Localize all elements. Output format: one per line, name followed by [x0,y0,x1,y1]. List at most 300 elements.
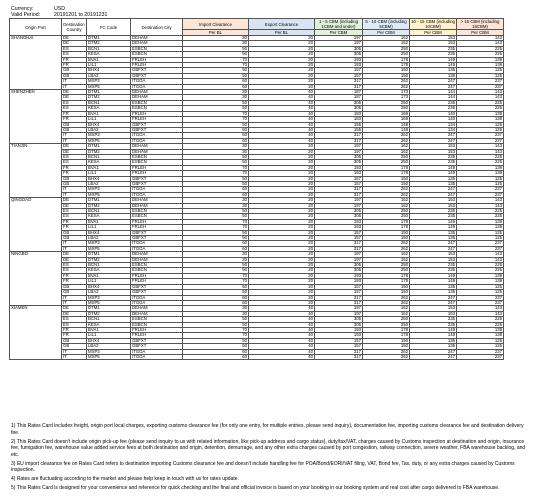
destination-city-cell: ITGOA [131,241,183,246]
fc-code-cell: LBA2 [87,344,131,349]
fc-code-cell: LIL1 [87,279,131,284]
fc-code-cell: MXP3 [87,133,131,138]
fc-code-cell: LBA2 [87,236,131,241]
tier-10-15-cbm-cell: 235 [410,268,457,273]
tier-10-15-cbm-cell: 140 [410,111,457,116]
tier-over-15-cbm-cell: 139 [457,225,504,230]
tier-5-10-cbm-cell: 262 [363,187,410,192]
import-clearance-cell: 60 [183,246,249,251]
tier-5-10-cbm-cell: 173 [363,95,410,100]
tier-1-5-cbm-cell: 197 [315,144,363,149]
destination-country-cell: GB [62,344,87,349]
tier-5-10-cbm-cell: 178 [363,63,410,68]
tier-over-15-cbm-cell: 139 [457,219,504,224]
header-fc-code: FC Code [87,19,131,36]
import-clearance-cell: 50 [183,236,249,241]
import-clearance-cell: 50 [183,322,249,327]
tier-10-15-cbm-cell: 135 [410,338,457,343]
tier-5-10-cbm-cell: 262 [363,192,410,197]
import-clearance-cell: 30 [183,306,249,311]
fc-code-cell: BCN1 [87,100,131,105]
tier-5-10-cbm-cell: 162 [363,311,410,316]
tier-over-15-cbm-cell: 237 [457,192,504,197]
export-clearance-cell: 40 [249,338,315,343]
fc-code-cell: KESA [87,268,131,273]
destination-country-cell: DE [62,90,87,95]
destination-city-cell: ITGOA [131,79,183,84]
tier-over-15-cbm-cell: 225 [457,154,504,159]
destination-city-cell: ITGOA [131,138,183,143]
tier-5-10-cbm-cell: 162 [363,36,410,41]
destination-city-cell: FRLEH [131,225,183,230]
currency-label: Currency: [11,6,34,12]
import-clearance-cell: 30 [183,311,249,316]
tier-5-10-cbm-cell: 150 [363,344,410,349]
export-clearance-cell: 20 [249,181,315,186]
destination-country-cell: DE [62,41,87,46]
tier-1-5-cbm-cell: 187 [315,90,363,95]
destination-country-cell: ES [62,46,87,51]
fc-code-cell: LBA2 [87,73,131,78]
tier-10-15-cbm-cell: 149 [410,165,457,170]
tier-1-5-cbm-cell: 197 [315,252,363,257]
import-clearance-cell: 50 [183,176,249,181]
tier-5-10-cbm-cell: 162 [363,144,410,149]
destination-country-cell: FR [62,171,87,176]
tier-over-15-cbm-cell: 139 [457,165,504,170]
tier-1-5-cbm-cell: 187 [315,95,363,100]
tier-over-15-cbm-cell: 125 [457,68,504,73]
destination-city-cell: ITGOA [131,354,183,359]
tier-1-5-cbm-cell: 193 [315,165,363,170]
import-clearance-cell: 70 [183,279,249,284]
tier-over-15-cbm-cell: 143 [457,149,504,154]
destination-country-cell: GB [62,181,87,186]
export-clearance-cell: 20 [249,252,315,257]
tier-1-5-cbm-cell: 157 [315,290,363,295]
destination-city-cell: FRLEH [131,279,183,284]
unit-per-bl: Per BL [249,30,315,36]
destination-city-cell: FRLEH [131,63,183,68]
import-clearance-cell: 60 [183,241,249,246]
tier-over-15-cbm-cell: 237 [457,246,504,251]
unit-per-cbm: Per CBM [410,30,457,36]
origin-port-cell: SHENZHEN [10,90,62,144]
destination-country-cell: GB [62,290,87,295]
destination-country-cell: GB [62,338,87,343]
tier-1-5-cbm-cell: 197 [315,257,363,262]
export-clearance-cell: 20 [249,36,315,41]
destination-city-cell: GBFXT [131,122,183,127]
tier-over-15-cbm-cell: 143 [457,252,504,257]
tier-1-5-cbm-cell: 305 [315,317,363,322]
tier-5-10-cbm-cell: 262 [363,241,410,246]
tier-5-10-cbm-cell: 150 [363,181,410,186]
tier-over-15-cbm-cell: 237 [457,295,504,300]
import-clearance-cell: 70 [183,225,249,230]
currency-value: USD [54,6,65,12]
destination-country-cell: FR [62,63,87,68]
tier-5-10-cbm-cell: 250 [363,268,410,273]
tier-10-15-cbm-cell: 235 [410,209,457,214]
tier-over-15-cbm-cell: 225 [457,263,504,268]
note-5: 5) This Rates Card is designed for your convenience and reference for quick checking and the final and official invoice is based on your booking in our booking system and real cost after cargo delivered to FBA warehouse. [11,485,500,492]
fc-code-cell: LIL1 [87,225,131,230]
destination-country-cell: FR [62,225,87,230]
destination-country-cell: FR [62,327,87,332]
destination-city-cell: ESBCN [131,52,183,57]
tier-1-5-cbm-cell: 197 [315,41,363,46]
destination-city-cell: ITGOA [131,187,183,192]
export-clearance-cell: 20 [249,263,315,268]
destination-country-cell: ES [62,160,87,165]
import-clearance-cell: 70 [183,63,249,68]
export-clearance-cell: 20 [249,160,315,165]
tier-5-10-cbm-cell: 250 [363,214,410,219]
destination-city-cell: ESBCN [131,100,183,105]
destination-country-cell: DE [62,306,87,311]
import-clearance-cell: 30 [183,41,249,46]
tier-5-10-cbm-cell: 178 [363,225,410,230]
destination-country-cell: ES [62,100,87,105]
tier-over-15-cbm-cell: 225 [457,100,504,105]
destination-city-cell: DEHAM [131,203,183,208]
tier-5-10-cbm-cell: 169 [363,117,410,122]
unit-per-cbm: Per CBM [457,30,504,36]
header-import-clearance: Import Clearance [183,19,249,30]
tier-over-15-cbm-cell: 139 [457,273,504,278]
destination-city-cell: DEHAM [131,41,183,46]
tier-5-10-cbm-cell: 250 [363,154,410,159]
tier-10-15-cbm-cell: 235 [410,46,457,51]
import-clearance-cell: 60 [183,187,249,192]
fc-code-cell: BHX4 [87,338,131,343]
tier-over-15-cbm-cell: 237 [457,138,504,143]
export-clearance-cell: 40 [249,127,315,132]
tier-over-15-cbm-cell: 237 [457,84,504,89]
export-clearance-cell: 20 [249,230,315,235]
export-clearance-cell: 20 [249,295,315,300]
destination-city-cell: FRLEH [131,111,183,116]
destination-country-cell: ES [62,268,87,273]
fc-code-cell: KESA [87,52,131,57]
destination-city-cell: GBFXT [131,181,183,186]
unit-per-cbm: Per CBM [363,30,410,36]
tier-1-5-cbm-cell: 305 [315,263,363,268]
tier-10-15-cbm-cell: 149 [410,171,457,176]
tier-1-5-cbm-cell: 157 [315,236,363,241]
fc-code-cell: BVA1 [87,111,131,116]
fc-code-cell: BCN1 [87,46,131,51]
tier-1-5-cbm-cell: 157 [315,73,363,78]
destination-country-cell: ES [62,317,87,322]
export-clearance-cell: 20 [249,41,315,46]
import-clearance-cell: 70 [183,219,249,224]
import-clearance-cell: 70 [183,333,249,338]
import-clearance-cell: 60 [183,354,249,359]
import-clearance-cell: 30 [183,252,249,257]
export-clearance-cell: 40 [249,311,315,316]
tier-5-10-cbm-cell: 178 [363,333,410,338]
tier-over-15-cbm-cell: 125 [457,181,504,186]
destination-city-cell: GBFXT [131,338,183,343]
fc-code-cell: BHX4 [87,284,131,289]
fc-code-cell: MXP3 [87,79,131,84]
destination-city-cell: ITGOA [131,295,183,300]
destination-city-cell: ITGOA [131,246,183,251]
tier-over-15-cbm-cell: 125 [457,284,504,289]
tier-10-15-cbm-cell: 135 [410,236,457,241]
export-clearance-cell: 40 [249,322,315,327]
import-clearance-cell: 50 [183,106,249,111]
tier-5-10-cbm-cell: 150 [363,230,410,235]
fc-code-cell: BHX4 [87,176,131,181]
tier-5-10-cbm-cell: 262 [363,246,410,251]
tier-10-15-cbm-cell: 149 [410,327,457,332]
tier-1-5-cbm-cell: 197 [315,311,363,316]
export-clearance-cell: 40 [249,344,315,349]
tier-10-15-cbm-cell: 135 [410,176,457,181]
tier-1-5-cbm-cell: 305 [315,106,363,111]
fc-code-cell: BCN1 [87,154,131,159]
tier-over-15-cbm-cell: 225 [457,106,504,111]
tier-5-10-cbm-cell: 250 [363,100,410,105]
tier-10-15-cbm-cell: 134 [410,127,457,132]
fc-code-cell: BCN1 [87,263,131,268]
tier-5-10-cbm-cell: 250 [363,317,410,322]
tier-5-10-cbm-cell: 148 [363,127,410,132]
tier-10-15-cbm-cell: 135 [410,73,457,78]
tier-over-15-cbm-cell: 225 [457,214,504,219]
tier-5-10-cbm-cell: 150 [363,176,410,181]
origin-port-cell: NINGBO [10,252,62,306]
rates-table-body [10,36,504,360]
tier-10-15-cbm-cell: 153 [410,203,457,208]
fc-code-cell: BHX4 [87,122,131,127]
tier-10-15-cbm-cell: 149 [410,57,457,62]
tier-5-10-cbm-cell: 262 [363,133,410,138]
destination-country-cell: IT [62,241,87,246]
destination-country-cell: IT [62,79,87,84]
import-clearance-cell: 30 [183,36,249,41]
note-3: 3) EU import clearance fee on Rates Card refers to destination importing Customs clearance fee and doesn't include handling fee for POA/Bond/EORI/VAT filing, VAT, Bond fee, Tax, duty, or any extra charges caused by Customs inspection. [11,460,515,474]
tier-1-5-cbm-cell: 305 [315,100,363,105]
tier-10-15-cbm-cell: 247 [410,187,457,192]
tier-1-5-cbm-cell: 183 [315,111,363,116]
tier-10-15-cbm-cell: 149 [410,273,457,278]
tier-1-5-cbm-cell: 317 [315,84,363,89]
fc-code-cell: DTM1 [87,144,131,149]
export-clearance-cell: 40 [249,306,315,311]
fc-code-cell: BVA1 [87,165,131,170]
destination-city-cell: FRLEH [131,57,183,62]
export-clearance-cell: 20 [249,68,315,73]
tier-1-5-cbm-cell: 197 [315,306,363,311]
fc-code-cell: DTM2 [87,95,131,100]
tier-over-15-cbm-cell: 143 [457,144,504,149]
tier-1-5-cbm-cell: 193 [315,273,363,278]
destination-country-cell: IT [62,349,87,354]
note-4: 4) Rates are fluctuating according to the market and please help keep in touch with us for rates update. [11,476,239,483]
fc-code-cell: BVA1 [87,327,131,332]
tier-10-15-cbm-cell: 247 [410,241,457,246]
destination-city-cell: DEHAM [131,90,183,95]
tier-1-5-cbm-cell: 197 [315,149,363,154]
export-clearance-cell: 20 [249,52,315,57]
destination-city-cell: ITGOA [131,300,183,305]
destination-city-cell: GBFXT [131,68,183,73]
destination-city-cell: ESBCN [131,160,183,165]
destination-country-cell: GB [62,176,87,181]
tier-10-15-cbm-cell: 135 [410,68,457,73]
tier-10-15-cbm-cell: 235 [410,160,457,165]
import-clearance-cell: 70 [183,57,249,62]
export-clearance-cell: 20 [249,268,315,273]
header-destination-country: Destination Country [62,19,87,36]
fc-code-cell: DTM2 [87,257,131,262]
tier-10-15-cbm-cell: 235 [410,106,457,111]
destination-country-cell: ES [62,214,87,219]
export-clearance-cell: 20 [249,149,315,154]
tier-over-15-cbm-cell: 125 [457,236,504,241]
note-1: 1) This Rates Card includes freight, origin port local charges, exporting customs clearance fee (for only one entry, for multiple entries, please send inquiry), documentation fee, importing customs clearance fee and destination delivery fee. [11,423,524,436]
tier-5-10-cbm-cell: 262 [363,138,410,143]
tier-1-5-cbm-cell: 193 [315,279,363,284]
destination-country-cell: IT [62,354,87,359]
fc-code-cell: LIL1 [87,117,131,122]
export-clearance-cell: 20 [249,279,315,284]
tier-10-15-cbm-cell: 247 [410,295,457,300]
fc-code-cell: KESA [87,214,131,219]
tier-1-5-cbm-cell: 193 [315,333,363,338]
import-clearance-cell: 30 [183,257,249,262]
import-clearance-cell: 50 [183,317,249,322]
export-clearance-cell: 20 [249,246,315,251]
tier-10-15-cbm-cell: 134 [410,122,457,127]
tier-over-15-cbm-cell: 237 [457,187,504,192]
export-clearance-cell: 20 [249,198,315,203]
tier-10-15-cbm-cell: 135 [410,344,457,349]
tier-10-15-cbm-cell: 149 [410,279,457,284]
destination-country-cell: GB [62,122,87,127]
fc-code-cell: LIL1 [87,63,131,68]
tier-1-5-cbm-cell: 157 [315,284,363,289]
destination-city-cell: FRLEH [131,333,183,338]
export-clearance-cell: 40 [249,349,315,354]
tier-10-15-cbm-cell: 149 [410,63,457,68]
tier-1-5-cbm-cell: 157 [315,338,363,343]
tier-5-10-cbm-cell: 250 [363,209,410,214]
tier-over-15-cbm-cell: 125 [457,127,504,132]
destination-country-cell: IT [62,138,87,143]
tier-5-10-cbm-cell: 162 [363,257,410,262]
tier-5-10-cbm-cell: 150 [363,284,410,289]
destination-city-cell: DEHAM [131,95,183,100]
destination-country-cell: GB [62,68,87,73]
tier-10-15-cbm-cell: 235 [410,52,457,57]
tier-1-5-cbm-cell: 305 [315,214,363,219]
tier-1-5-cbm-cell: 183 [315,117,363,122]
origin-port-cell: QINGDAO [10,198,62,252]
tier-10-15-cbm-cell: 247 [410,79,457,84]
export-clearance-cell: 20 [249,241,315,246]
fc-code-cell: BHX4 [87,68,131,73]
destination-city-cell: DEHAM [131,306,183,311]
import-clearance-cell: 50 [183,290,249,295]
tier-5-10-cbm-cell: 150 [363,73,410,78]
import-clearance-cell: 50 [183,154,249,159]
tier-10-15-cbm-cell: 235 [410,100,457,105]
export-clearance-cell: 40 [249,95,315,100]
tier-over-15-cbm-cell: 143 [457,198,504,203]
tier-over-15-cbm-cell: 225 [457,46,504,51]
tier-5-10-cbm-cell: 162 [363,41,410,46]
tier-10-15-cbm-cell: 247 [410,300,457,305]
tier-over-15-cbm-cell: 225 [457,52,504,57]
destination-city-cell: ESBCN [131,209,183,214]
unit-per-cbm: Per CBM [315,30,363,36]
destination-country-cell: FR [62,333,87,338]
tier-5-10-cbm-cell: 178 [363,273,410,278]
tier-5-10-cbm-cell: 262 [363,300,410,305]
tier-10-15-cbm-cell: 247 [410,349,457,354]
fc-code-cell: LIL1 [87,171,131,176]
fc-code-cell: LBA2 [87,181,131,186]
destination-country-cell: FR [62,219,87,224]
tier-5-10-cbm-cell: 178 [363,327,410,332]
fc-code-cell: KESA [87,106,131,111]
tier-10-15-cbm-cell: 153 [410,198,457,203]
export-clearance-cell: 20 [249,165,315,170]
fc-code-cell: MXP3 [87,241,131,246]
destination-country-cell: FR [62,117,87,122]
tier-10-15-cbm-cell: 149 [410,219,457,224]
destination-country-cell: DE [62,257,87,262]
destination-city-cell: GBFXT [131,73,183,78]
destination-country-cell: GB [62,284,87,289]
note-2: 2) This Rates Card doesn't include origin pick-up fee (please send inquiry to us with related information, like pick-up address and cargo status), duty/tax/VAT, charges caused by Customs inspection at destination and origin, insurance fee, fumigation fee, warehouse value added service fees at both destination and origin, detention, demurrage, and any other extra charges caused by port congestion, railway connection, severe weather, FBA warehouse backlog, and etc. [11,438,526,458]
tier-1-5-cbm-cell: 305 [315,46,363,51]
fc-code-cell: LBA2 [87,290,131,295]
tier-1-5-cbm-cell: 197 [315,36,363,41]
export-clearance-cell: 20 [249,63,315,68]
destination-city-cell: DEHAM [131,149,183,154]
destination-city-cell: ESBCN [131,46,183,51]
fc-code-cell: MXP3 [87,295,131,300]
import-clearance-cell: 50 [183,209,249,214]
tier-5-10-cbm-cell: 178 [363,57,410,62]
fc-code-cell: BHX4 [87,230,131,235]
destination-country-cell: ES [62,322,87,327]
tier-10-15-cbm-cell: 235 [410,154,457,159]
import-clearance-cell: 60 [183,79,249,84]
export-clearance-cell: 40 [249,117,315,122]
import-clearance-cell: 60 [183,84,249,89]
fc-code-cell: BVA1 [87,273,131,278]
import-clearance-cell: 50 [183,100,249,105]
export-clearance-cell: 20 [249,192,315,197]
destination-country-cell: GB [62,73,87,78]
export-clearance-cell: 20 [249,273,315,278]
tier-10-15-cbm-cell: 247 [410,192,457,197]
destination-country-cell: FR [62,165,87,170]
fc-code-cell: KESA [87,160,131,165]
import-clearance-cell: 50 [183,52,249,57]
destination-country-cell: ES [62,263,87,268]
unit-per-bl: Per BL [183,30,249,36]
export-clearance-cell: 20 [249,284,315,289]
tier-1-5-cbm-cell: 317 [315,192,363,197]
